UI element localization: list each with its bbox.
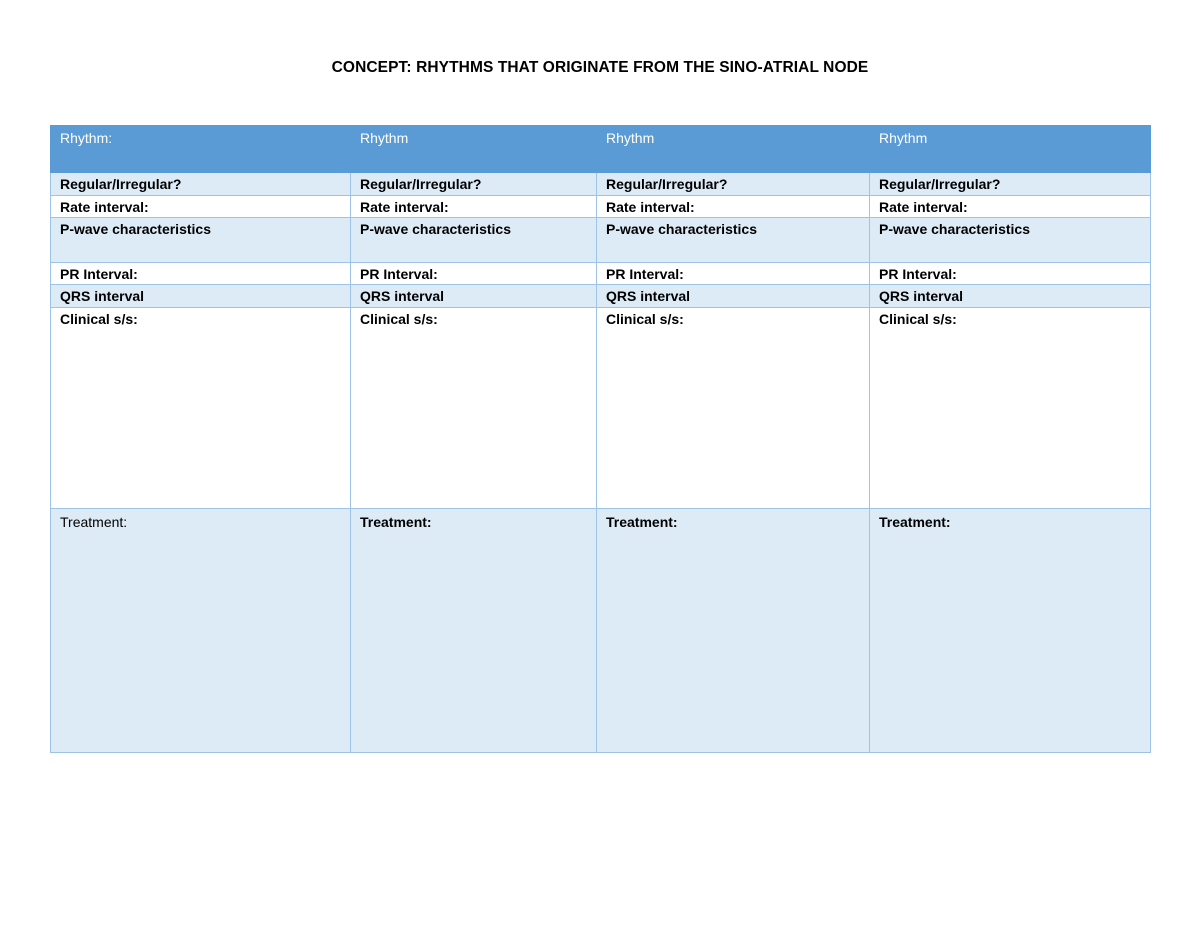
pr-cell-4[interactable]: PR Interval: bbox=[870, 263, 1151, 285]
regular-cell-3[interactable]: Regular/Irregular? bbox=[597, 173, 870, 196]
regular-cell-2[interactable]: Regular/Irregular? bbox=[351, 173, 597, 196]
pwave-cell-1[interactable]: P-wave characteristics bbox=[51, 218, 351, 263]
header-cell-1[interactable]: Rhythm: bbox=[51, 126, 351, 173]
treatment-row bbox=[51, 509, 1151, 753]
qrs-interval-row bbox=[51, 285, 1151, 308]
clinical-cell-3[interactable]: Clinical s/s: bbox=[597, 308, 870, 509]
rate-cell-4[interactable]: Rate interval: bbox=[870, 196, 1151, 218]
qrs-cell-1[interactable]: QRS interval bbox=[51, 285, 351, 308]
pwave-cell-2[interactable]: P-wave characteristics bbox=[351, 218, 597, 263]
rate-cell-1[interactable]: Rate interval: bbox=[51, 196, 351, 218]
pr-cell-2[interactable]: PR Interval: bbox=[351, 263, 597, 285]
page-title: CONCEPT: RHYTHMS THAT ORIGINATE FROM THE SINO-ATRIAL NODE bbox=[331, 59, 869, 76]
treatment-cell-3[interactable]: Treatment: bbox=[597, 509, 870, 753]
clinical-cell-1[interactable]: Clinical s/s: bbox=[51, 308, 351, 509]
qrs-cell-3[interactable]: QRS interval bbox=[597, 285, 870, 308]
qrs-cell-2[interactable]: QRS interval bbox=[351, 285, 597, 308]
pwave-cell-3[interactable]: P-wave characteristics bbox=[597, 218, 870, 263]
header-cell-2[interactable]: Rhythm bbox=[351, 126, 597, 173]
treatment-cell-1[interactable] bbox=[51, 509, 351, 753]
pr-interval-row bbox=[51, 263, 1151, 285]
clinical-cell-4[interactable]: Clinical s/s: bbox=[870, 308, 1151, 509]
pr-cell-3[interactable]: PR Interval: bbox=[597, 263, 870, 285]
rhythm-worksheet-table bbox=[50, 125, 1151, 753]
header-cell-3[interactable]: Rhythm bbox=[597, 126, 870, 173]
header-cell-4[interactable]: Rhythm bbox=[870, 126, 1151, 173]
pr-cell-1[interactable]: PR Interval: bbox=[51, 263, 351, 285]
regular-cell-1[interactable]: Regular/Irregular? bbox=[51, 173, 351, 196]
regular-irregular-row bbox=[51, 173, 1151, 196]
p-wave-row bbox=[51, 218, 1151, 263]
rate-cell-3[interactable]: Rate interval: bbox=[597, 196, 870, 218]
header-row bbox=[51, 126, 1151, 173]
treatment-cell-4[interactable]: Treatment: bbox=[870, 509, 1151, 753]
treatment-label-1: Treatment: bbox=[60, 514, 128, 530]
clinical-signs-row bbox=[51, 308, 1151, 509]
clinical-cell-2[interactable]: Clinical s/s: bbox=[351, 308, 597, 509]
rate-cell-2[interactable]: Rate interval: bbox=[351, 196, 597, 218]
pwave-cell-4[interactable]: P-wave characteristics bbox=[870, 218, 1151, 263]
qrs-cell-4[interactable]: QRS interval bbox=[870, 285, 1151, 308]
regular-cell-4[interactable]: Regular/Irregular? bbox=[870, 173, 1151, 196]
rate-interval-row bbox=[51, 196, 1151, 218]
treatment-cell-2[interactable]: Treatment: bbox=[351, 509, 597, 753]
